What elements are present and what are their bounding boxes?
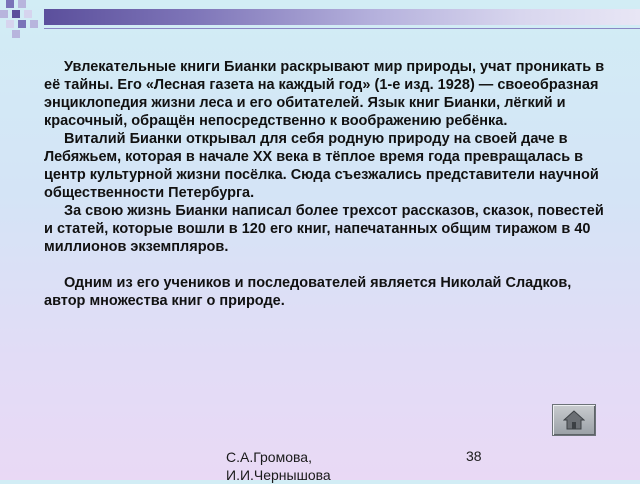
deco-square [30, 20, 38, 28]
deco-square [12, 30, 20, 38]
title-divider [44, 28, 640, 29]
paragraph-dacha: Виталий Бианки открывал для себя родную природу на своей даче в Лебяжьем, которая в начале XX века в тёплое время года превращалась в центр культурной жизни посёлка. Сюда съезжались представители научной общественности Петербурга. [44, 131, 599, 201]
home-button[interactable] [552, 404, 596, 436]
home-icon [563, 409, 585, 431]
footer-author: С.А.Громова, И.И.Чернышова [226, 449, 331, 483]
title-bar-decoration [44, 9, 640, 25]
deco-square [18, 0, 26, 8]
slide-number: 38 [466, 448, 482, 464]
deco-square [0, 10, 8, 18]
deco-square [12, 10, 20, 18]
paragraph-works: За свою жизнь Бианки написал более трехсот рассказов, сказок, повестей и статей, которые вошли в 120 его книг, напечатанных общим тиражом в 40 миллионов экземпляров. [44, 203, 604, 255]
slide-body [44, 58, 614, 310]
deco-square [6, 20, 14, 28]
paragraph-books: Увлекательные книги Бианки раскрывают мир природы, учат проникать в её тайны. Его «Лесная газета на каждый год» (1-е изд. 1928) — своеобразная энциклопедия жизни леса и его обитателей. Язык книг Бианки, лёгкий и красочный, обращён непосредственно к воображению ребёнка. [44, 59, 605, 129]
deco-square [18, 20, 26, 28]
deco-square [24, 10, 32, 18]
paragraph-students: Одним из его учеников и последователей является Николай Сладков, автор множества книг о природе. [44, 275, 572, 309]
deco-square [6, 0, 14, 8]
